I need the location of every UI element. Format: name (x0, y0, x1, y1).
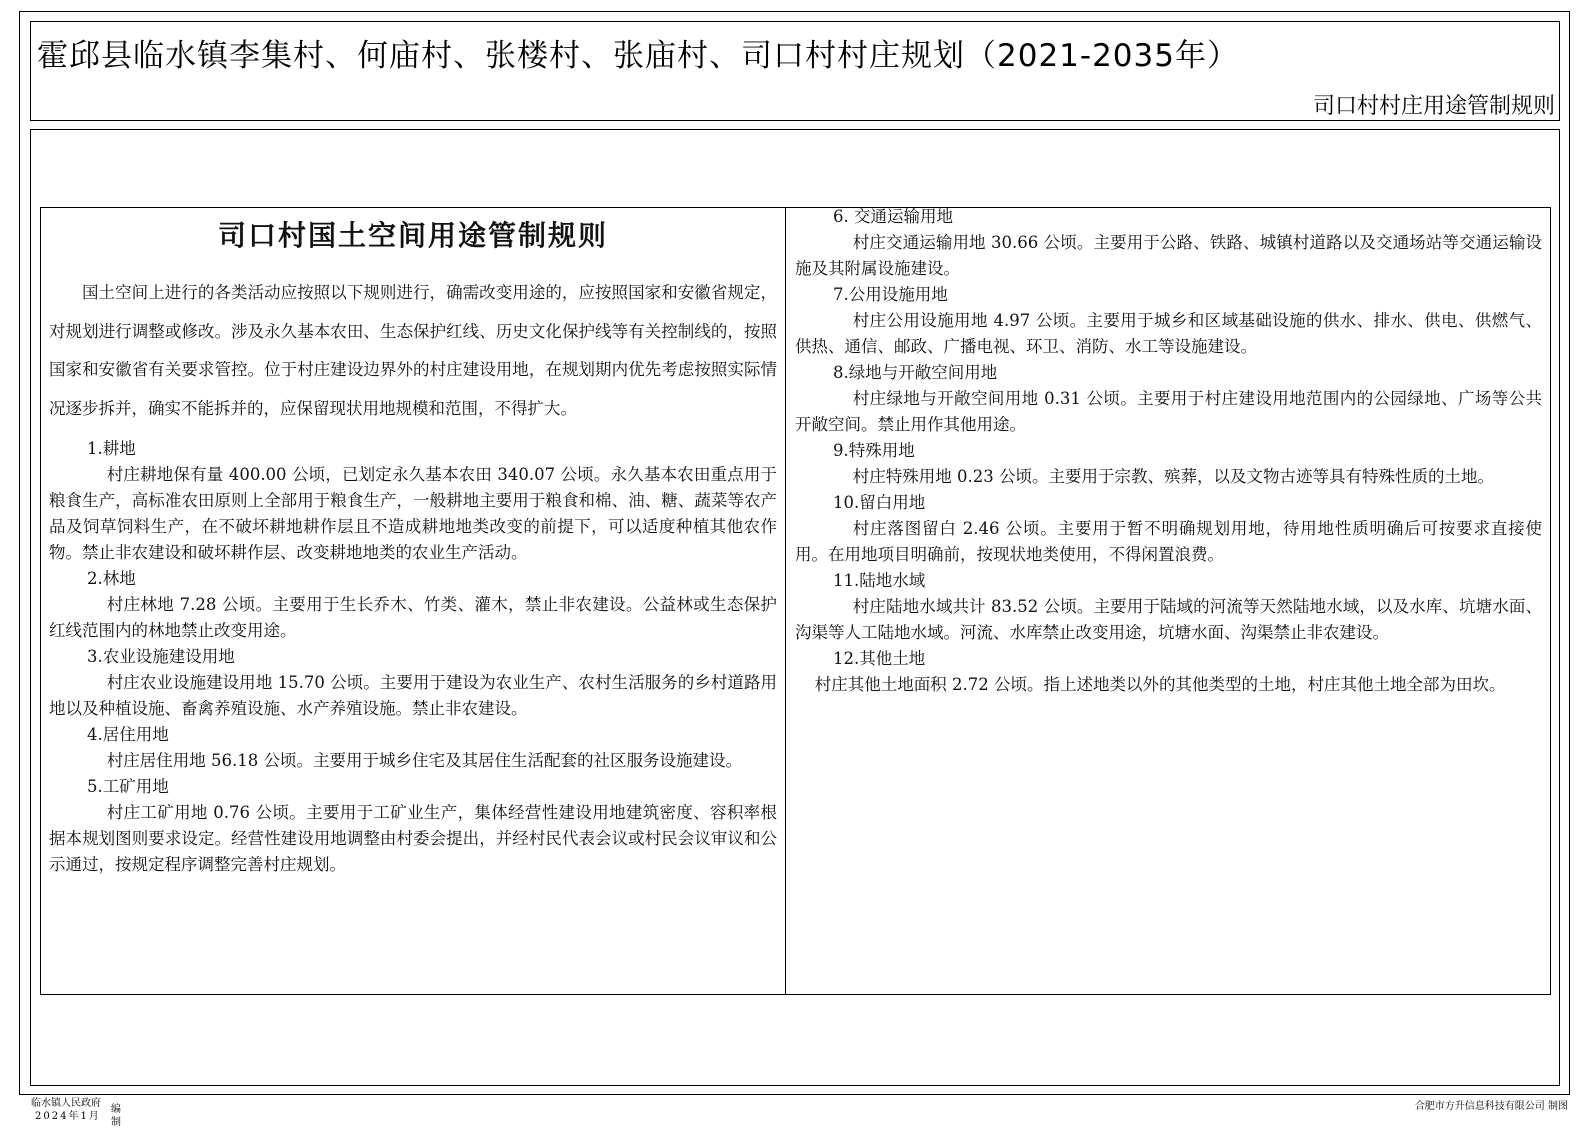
section-text: 村庄林地 7.28 公顷。主要用于生长乔木、竹类、灌木，禁止非农建设。公益林或生态保护红线范围内的林地禁止改变用途。 (49, 594, 777, 640)
section-text: 村庄落图留白 2.46 公顷。主要用于暂不明确规划用地，待用地性质明确后可按要求直接使用。在用地项目明确前，按现状地类使用，不得闲置浪费。 (795, 519, 1542, 564)
section-text: 村庄工矿用地 0.76 公顷。主要用于工矿业生产，集体经营性建设用地建筑密度、容积率根据本规划图则要求设定。经营性建设用地调整由村委会提出，并经村民代表会议或村民会议审议和公示通过，按规定程序调整完善村庄规划。 (49, 802, 777, 874)
section (795, 360, 1542, 438)
issue-date: 2024年1月 (35, 1111, 101, 1122)
section (49, 722, 777, 774)
plan-title: 霍邱县临水镇李集村、何庙村、张楼村、张庙村、司口村村庄规划（2021-2035年） (37, 38, 1239, 74)
section (795, 438, 1542, 490)
section (795, 282, 1542, 360)
section-heading: 3.农业设施建设用地 (87, 646, 235, 666)
section-heading: 10.留白用地 (833, 493, 926, 512)
section-heading: 12.其他土地 (833, 649, 926, 668)
section-heading: 5.工矿用地 (87, 776, 169, 796)
section (795, 490, 1542, 568)
left-sections (49, 436, 777, 878)
right-sections (795, 204, 1542, 698)
made-label: 编制 (111, 1104, 121, 1128)
section (49, 436, 777, 566)
section-text: 村庄陆地水域共计 83.52 公顷。主要用于陆域的河流等天然陆地水域，以及水库、坑塘水面、沟渠等人工陆地水域。河流、水库禁止改变用途，坑塘水面、沟渠禁止非农建设。 (795, 597, 1542, 642)
header-box (30, 21, 1560, 121)
section-heading: 4.居住用地 (87, 724, 169, 744)
section-heading: 11.陆地水域 (833, 571, 926, 590)
right-column (787, 208, 1550, 994)
section-heading: 9.特殊用地 (833, 441, 915, 460)
regulation-panel (40, 207, 1551, 995)
section (49, 774, 777, 878)
section-text: 村庄居住用地 56.18 公顷。主要用于城乡住宅及其居住生活配套的社区服务设施建设。 (106, 750, 742, 770)
section (49, 566, 777, 644)
footer-issuer-block (31, 1097, 121, 1128)
issuer-name: 临水镇人民政府 (31, 1098, 101, 1109)
section-text: 村庄耕地保有量 400.00 公顷，已划定永久基本农田 340.07 公顷。永久基本农田重点用于粮食生产，高标准农田原则上全部用于粮食生产，一般耕地主要用于粮食和棉、油、糖、蔬菜等农产品及饲草饲料生产，在不破坏耕地耕作层且不造成耕地地类改变的前提下，可以适度种植其他农作物。禁止非农建设和破坏耕作层、改变耕地地类的农业生产活动。 (49, 464, 777, 562)
section-text: 村庄绿地与开敞空间用地 0.31 公顷。主要用于村庄建设用地范围内的公园绿地、广场等公共开敞空间。禁止用作其他用途。 (795, 389, 1542, 434)
section-text: 村庄其他土地面积 2.72 公顷。指上述地类以外的其他类型的土地，村庄其他土地全部为田坎。 (814, 675, 1506, 694)
section-heading: 1.耕地 (87, 438, 136, 458)
section-heading: 7.公用设施用地 (833, 285, 948, 304)
section (795, 204, 1542, 282)
section (795, 568, 1542, 646)
section-text: 村庄交通运输用地 30.66 公顷。主要用于公路、铁路、城镇村道路以及交通场站等交通运输设施及其附属设施建设。 (795, 233, 1542, 278)
sheet-subtitle: 司口村村庄用途管制规则 (1312, 94, 1555, 119)
section-heading: 8.绿地与开敞空间用地 (833, 363, 998, 382)
section-text: 村庄农业设施建设用地 15.70 公顷。主要用于建设为农业生产、农村生活服务的乡村道路用地以及种植设施、畜禽养殖设施、水产养殖设施。禁止非农建设。 (49, 672, 777, 718)
document-title: 司口村国土空间用途管制规则 (217, 219, 608, 252)
section (795, 646, 1542, 698)
section-heading: 6. 交通运输用地 (833, 207, 953, 226)
section-heading: 2.林地 (87, 568, 136, 588)
left-column (41, 208, 786, 994)
footer-producer: 合肥市方升信息科技有限公司 制图 (1414, 1101, 1568, 1112)
section (49, 644, 777, 722)
intro-paragraph: 国土空间上进行的各类活动应按照以下规则进行，确需改变用途的，应按照国家和安徽省规定，对规划进行调整或修改。涉及永久基本农田、生态保护红线、历史文化保护线等有关控制线的，按照国家和安徽省有关要求管控。位于村庄建设边界外的村庄建设用地，在规划期内优先考虑按照实际情况逐步拆并，确实不能拆并的，应保留现状用地规模和范围，不得扩大。 (49, 283, 777, 419)
section-text: 村庄公用设施用地 4.97 公顷。主要用于城乡和区域基础设施的供水、排水、供电、供燃气、供热、通信、邮政、广播电视、环卫、消防、水工等设施建设。 (795, 311, 1542, 356)
section-text: 村庄特殊用地 0.23 公顷。主要用于宗教、殡葬，以及文物古迹等具有特殊性质的土地。 (852, 467, 1494, 486)
